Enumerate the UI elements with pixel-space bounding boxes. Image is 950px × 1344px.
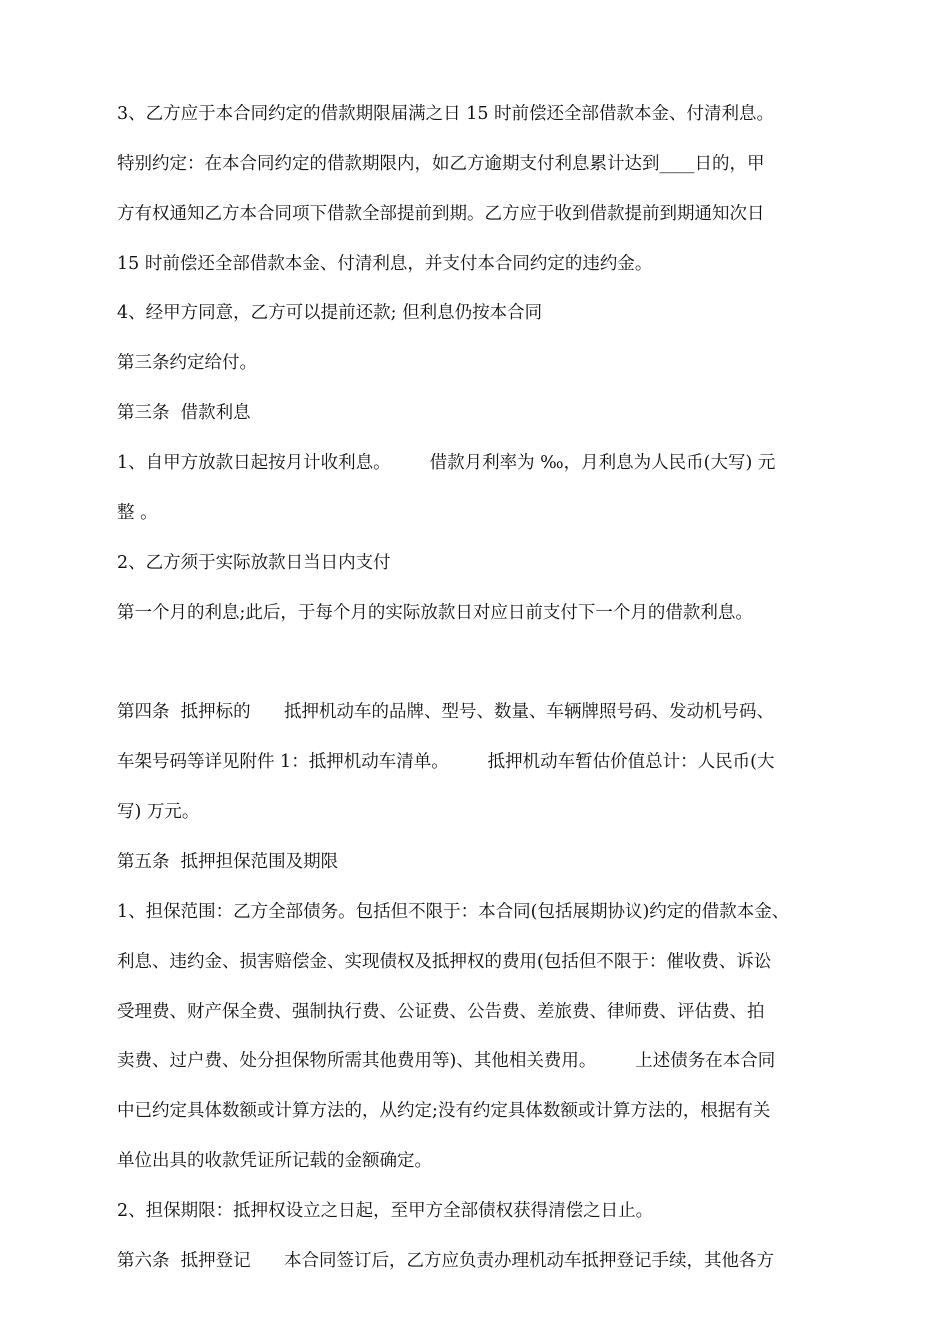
paragraph-line: 卖费、过户费、处分担保物所需其他费用等)、其他相关费用。 上述债务在本合同	[117, 1051, 776, 1071]
paragraph-line: 3、乙方应于本合同约定的借款期限届满之日 15 时前偿还全部借款本金、付清利息。	[117, 104, 775, 124]
paragraph-line: 4、经甲方同意，乙方可以提前还款; 但利息仍按本合同	[117, 303, 543, 323]
paragraph-line: 中已约定具体数额或计算方法的，从约定;没有约定具体数额或计算方法的，根据有关	[117, 1101, 771, 1121]
paragraph-line: 2、乙方须于实际放款日当日内支付	[117, 553, 391, 573]
section-heading: 第三条 借款利息	[117, 403, 251, 423]
paragraph-line: 受理费、财产保全费、强制执行费、公证费、公告费、差旅费、律师费、评估费、拍	[117, 1002, 765, 1022]
section-heading: 第五条 抵押担保范围及期限	[117, 852, 339, 872]
paragraph-line: 方有权通知乙方本合同项下借款全部提前到期。乙方应于收到借款提前到期通知次日	[117, 204, 765, 224]
paragraph-line: 1、担保范围：乙方全部债务。包括但不限于：本合同(包括展期协议)约定的借款本金、	[117, 902, 790, 922]
paragraph-line: 15 时前偿还全部借款本金、付清利息，并支付本合同约定的违约金。	[117, 254, 653, 274]
paragraph-line: 写) 万元。	[117, 802, 200, 822]
paragraph-line: 单位出具的收款凭证所记载的金额确定。	[117, 1151, 432, 1171]
paragraph-line: 1、自甲方放款日起按月计收利息。 借款月利率为 ‰，月利息为人民币(大写) 元	[117, 453, 776, 473]
paragraph-line: 第一个月的利息;此后，于每个月的实际放款日对应日前支付下一个月的借款利息。	[117, 603, 753, 623]
paragraph-line: 车架号码等详见附件 1：抵押机动车清单。 抵押机动车暂估价值总计：人民币(大	[117, 752, 775, 772]
section-heading: 第六条 抵押登记 本合同签订后，乙方应负责办理机动车抵押登记手续，其他各方	[117, 1251, 774, 1271]
paragraph-line: 第三条约定给付。	[117, 353, 257, 373]
paragraph-line: 利息、违约金、损害赔偿金、实现债权及抵押权的费用(包括但不限于：催收费、诉讼	[117, 952, 772, 972]
paragraph-line: 特别约定：在本合同约定的借款期限内，如乙方逾期支付利息累计达到____日的，甲	[117, 154, 765, 174]
paragraph-line: 整 。	[117, 503, 158, 523]
section-heading: 第四条 抵押标的 抵押机动车的品牌、型号、数量、车辆牌照号码、发动机号码、	[117, 702, 774, 722]
paragraph-line: 2、担保期限：抵押权设立之日起，至甲方全部债权获得清偿之日止。	[117, 1201, 654, 1221]
